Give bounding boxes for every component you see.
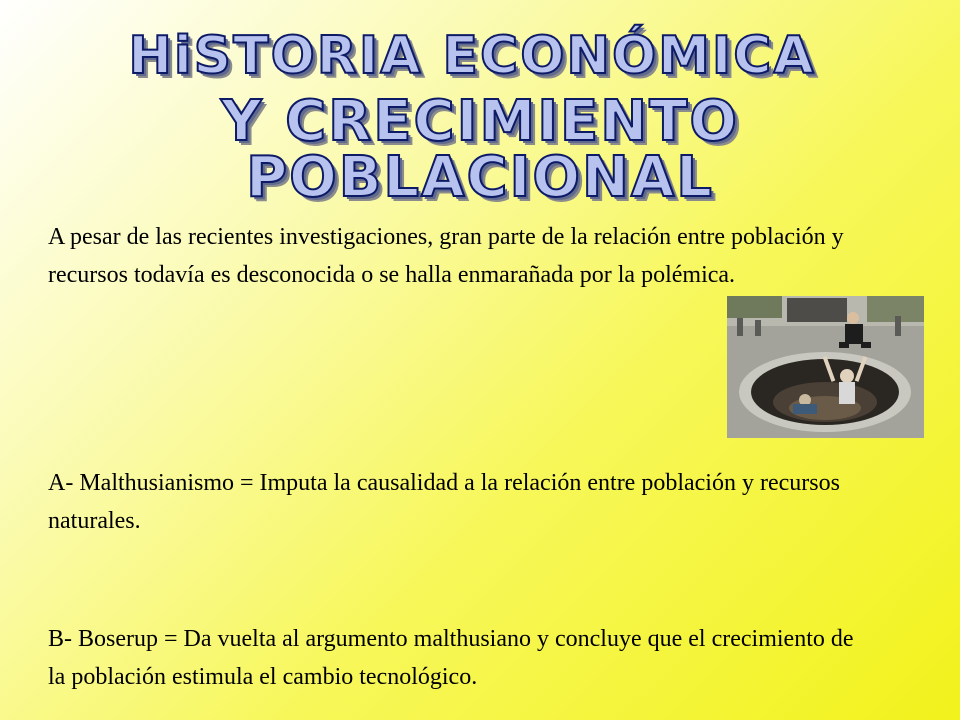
street-art-illustration	[727, 296, 924, 438]
street-art-photo	[727, 296, 924, 438]
title-line-2: Y CRECIMIENTO POBLACIONAL	[221, 89, 739, 210]
intro-paragraph: A pesar de las recientes investigaciones, gran parte de la relación entre población y recursos todavía es desconocida o se halla enmarañada por la polémica.	[48, 224, 844, 288]
boserup-paragraph: B- Boserup = Da vuelta al argumento malthusiano y concluye que el crecimiento de la población estimula el cambio tecnológico.	[48, 626, 854, 690]
slide-title	[0, 26, 960, 210]
malthusianism-paragraph: A- Malthusianismo = Imputa la causalidad a la relación entre población y recursos naturales.	[48, 470, 840, 534]
title-line-1: HiSTORIA ECONÓMICA	[128, 26, 816, 86]
